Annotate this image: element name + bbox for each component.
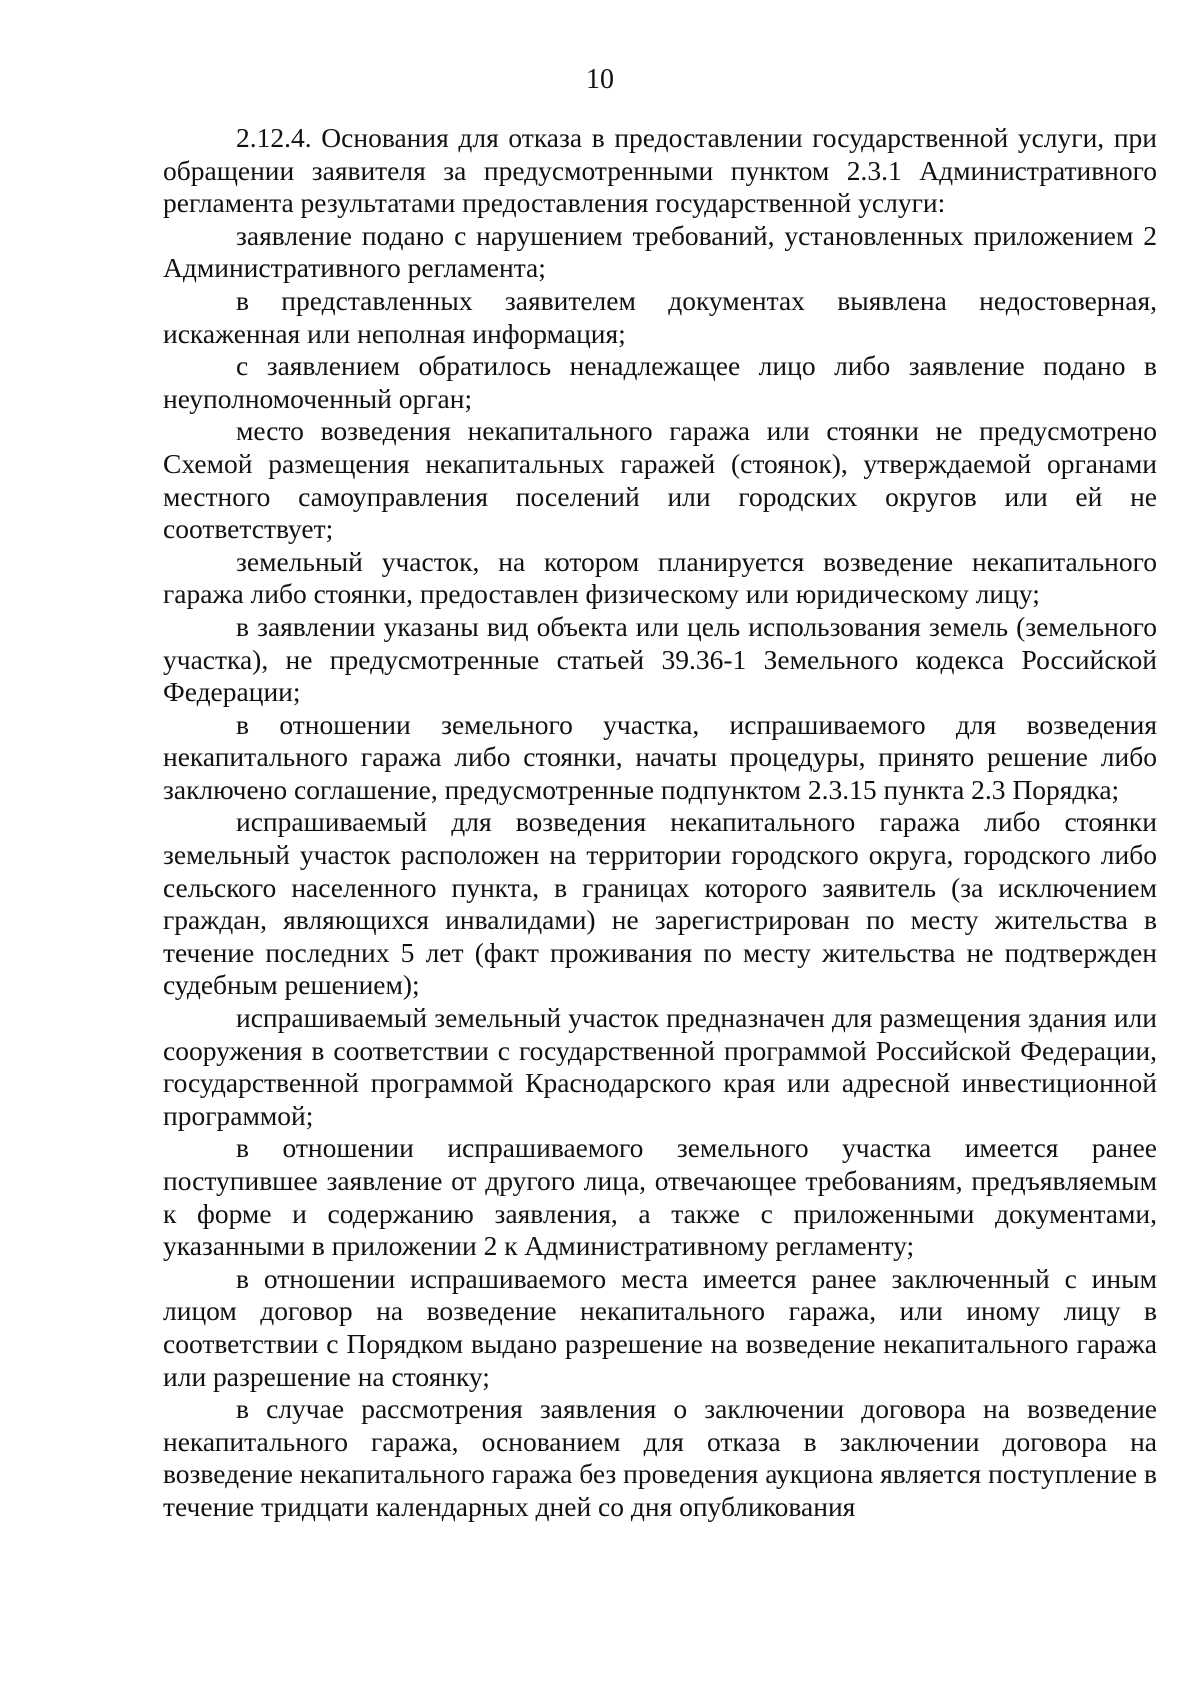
document-body <box>163 122 1157 1524</box>
paragraph: в отношении испрашиваемого земельного участка имеется ранее поступившее заявление от другого лица, отвечающее требованиям, предъявляемым к форме и содержанию заявления, а также с приложенными документами, указанными в приложении 2 к Административному регламенту; <box>163 1132 1157 1262</box>
paragraph: в заявлении указаны вид объекта или цель использования земель (земельного участка), не предусмотренные статьей 39.36-1 Земельного кодекса Российской Федерации; <box>163 610 1157 708</box>
paragraph: место возведения некапитального гаража или стоянки не предусмотрено Схемой размещения некапитальных гаражей (стоянок), утверждаемой органами местного самоуправления поселений или городских округов или ей не соответствует; <box>163 415 1157 545</box>
paragraph: испрашиваемый земельный участок предназначен для размещения здания или сооружения в соответствии с государственной программой Российской Федерации, государственной программой Краснодарского края или адресной инвестиционной программой; <box>163 1002 1157 1131</box>
paragraph: в случае рассмотрения заявления о заключении договора на возведение некапитального гаража, основанием для отказа в заключении договора на возведение некапитального гаража без проведения аукциона является поступление в течение тридцати календарных дней со дня опубликования <box>163 1393 1157 1522</box>
paragraph: в отношении земельного участка, испрашиваемого для возведения некапитального гаража либо стоянки, начаты процедуры, принято решение либо заключено соглашение, предусмотренные подпунктом 2.3.15 пункта 2.3 Порядка; <box>163 708 1157 805</box>
paragraph-section-2-12-4: 2.12.4. Основания для отказа в предоставлении государственной услуги, при обращении заявителя за предусмотренными пунктом 2.3.1 Административного регламента результатами предоставления государственной услуги: <box>163 122 1157 219</box>
paragraph: в отношении испрашиваемого места имеется ранее заключенный с иным лицом договор на возведение некапитального гаража, или иному лицу в соответствии с Порядком выдано разрешение на возведение некапитального гаража или разрешение на стоянку; <box>163 1262 1157 1392</box>
paragraph: в представленных заявителем документах выявлена недостоверная, искаженная или неполная информация; <box>163 284 1157 349</box>
paragraph: испрашиваемый для возведения некапитального гаража либо стоянки земельный участок расположен на территории городского округа, городского либо сельского населенного пункта, в границах которого заявитель (за исключением граждан, являющихся инвалидами) не зарегистрирован по месту жительства в течение последних 5 лет (факт проживания по месту жительства не подтвержден судебным решением); <box>163 806 1157 1001</box>
paragraph: земельный участок, на котором планируется возведение некапитального гаража либо стоянки, предоставлен физическому или юридическому лицу; <box>163 545 1157 610</box>
paragraph: заявление подано с нарушением требований, установленных приложением 2 Административного регламента; <box>163 219 1157 284</box>
page-number: 10 <box>586 64 614 95</box>
paragraph: с заявлением обратилось ненадлежащее лицо либо заявление подано в неуполномоченный орган; <box>163 350 1157 414</box>
